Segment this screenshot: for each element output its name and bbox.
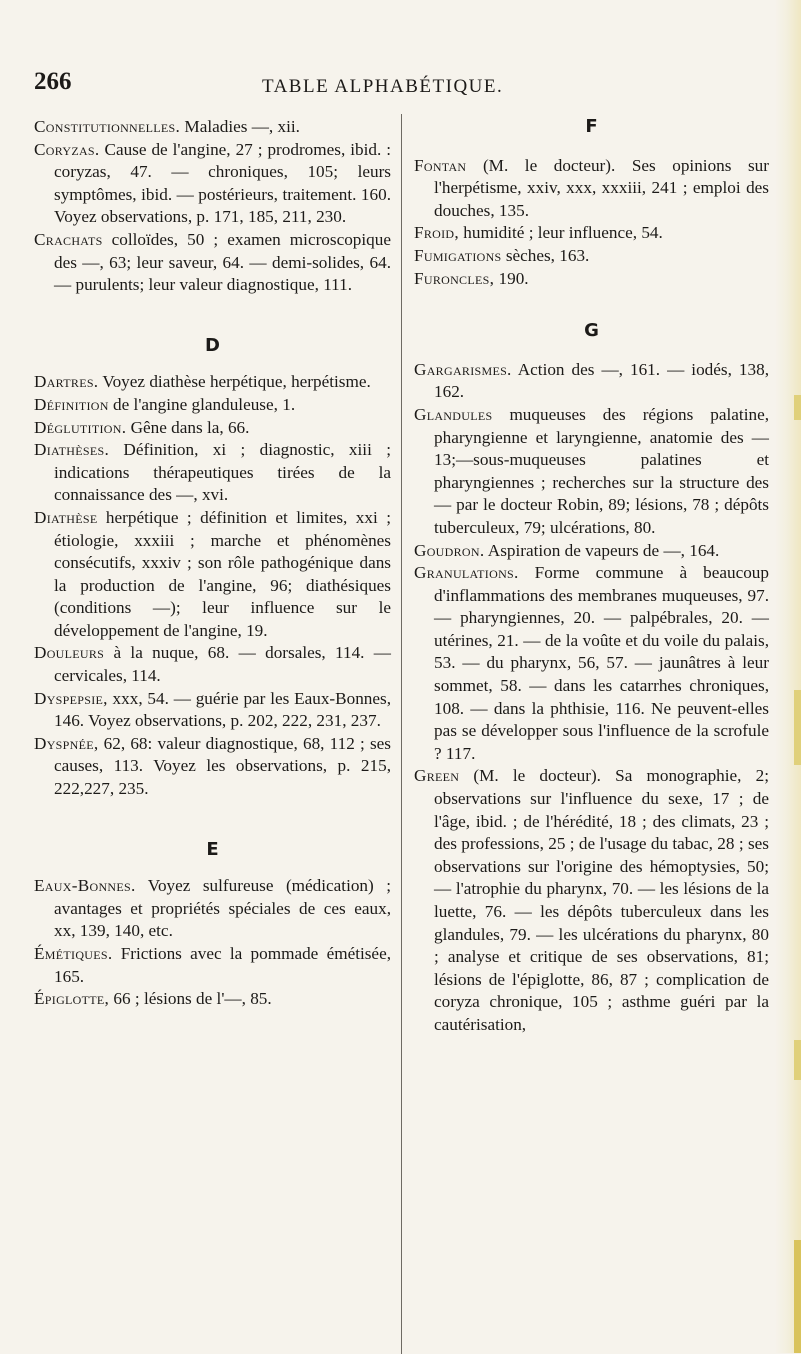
entry-text: Maladies —, xii. bbox=[180, 117, 300, 136]
entry-keyword: Émétiques. bbox=[34, 944, 113, 963]
index-entry bbox=[414, 540, 769, 563]
section-letter: E bbox=[206, 838, 219, 860]
entry-text: Voyez sulfureuse (médication) ; avantages et propriétés spéciales de ces eaux, xx, 139, 140, etc. bbox=[54, 876, 391, 941]
index-entry bbox=[414, 765, 769, 1036]
entry-keyword: Épiglotte, bbox=[34, 989, 110, 1009]
entry-text: sèches, 163. bbox=[501, 245, 590, 265]
entry-text: (M. le docteur). Sa monographie, 2; observations sur l'influence du sexe, 17 ; de l'âge, ibid. ; de l'hérédité, 18 ; des climats, 23 ; des professions, 25 ; de l'usage du tabac, 28 ; ses observations sur l'origine des hémoptysies, 50; — l'atrophie du pharynx, 70. — les lésions de la luette, 76. — les dépôts tuberculeux dans les glandules, 79. — les ulcérations du pharynx, 80 ; analyse et critique de ses observations, 81; lésions de l'épiglotte, 86, 87 ; complication de coryza chronique, 105 ; asthme guéri par la cautérisation, bbox=[434, 766, 769, 1034]
entry-keyword: Déglutition. bbox=[34, 417, 127, 437]
index-entry bbox=[34, 229, 391, 297]
index-entry bbox=[34, 642, 391, 687]
column-divider bbox=[401, 114, 402, 1354]
entry-keyword: Constitutionnelles. bbox=[34, 117, 181, 136]
index-entry bbox=[414, 155, 769, 223]
entry-keyword: Dyspnée, bbox=[34, 733, 99, 753]
index-entry bbox=[414, 359, 769, 404]
entry-keyword: Douleurs bbox=[34, 643, 105, 663]
index-entry bbox=[34, 988, 391, 1011]
entry-keyword: Granulations. bbox=[414, 563, 519, 583]
entry-text: herpétique ; définition et limites, xxi ; étiologie, xxxiii ; marche et phénomènes consécutifs, xxxiv ; son rôle pathogénique dans la production de l'angine, 96; diathésiques (conditions —); leur influence sur le développement de l'angine, 19. bbox=[54, 507, 391, 640]
index-entry bbox=[34, 116, 391, 139]
entry-text: Cause de l'angine, 27 ; prodromes, ibid. : coryzas, 47. — chroniques, 105; leurs symptômes, ibid. — postérieurs, traitement. 160. Voyez observations, p. 171, 185, 211, 230. bbox=[54, 139, 391, 227]
edge-mark bbox=[794, 1040, 801, 1080]
entry-text: xxx, 54. — guérie par les Eaux-Bonnes, 146. Voyez observations, p. 202, 222, 231, 237. bbox=[54, 688, 391, 731]
entry-keyword: Gargarismes. bbox=[414, 359, 512, 379]
page-number: 266 bbox=[34, 68, 72, 95]
index-entry bbox=[34, 439, 391, 507]
entry-text: 62, 68: valeur diagnostique, 68, 112 ; ses causes, 113. Voyez les observations, p. 215, 222,227, 235. bbox=[54, 733, 391, 799]
entry-text: colloïdes, 50 ; examen microscopique des —, 63; leur saveur, 64. — demi-solides, 64. — purulents; leur valeur diagnostique, 111. bbox=[54, 229, 391, 295]
entry-text: (M. le docteur). Ses opinions sur l'herpétisme, xxiv, xxx, xxxiii, 241 ; emploi des douches, 135. bbox=[434, 155, 769, 220]
entry-text: à la nuque, 68. — dorsales, 114. — cervicales, 114. bbox=[54, 643, 391, 686]
running-head: TABLE ALPHABÉTIQUE. bbox=[262, 76, 504, 97]
entry-keyword: Goudron. bbox=[414, 540, 485, 560]
entry-keyword: Dyspepsie, bbox=[34, 688, 108, 708]
entry-keyword: Glandules bbox=[414, 404, 493, 424]
entry-keyword: Froid, bbox=[414, 223, 459, 243]
entry-text: de l'angine glanduleuse, 1. bbox=[108, 394, 296, 414]
index-entry bbox=[34, 139, 391, 229]
index-entry bbox=[34, 875, 391, 943]
entry-text: Aspiration de vapeurs de —, 164. bbox=[484, 540, 720, 560]
page-edge bbox=[775, 0, 801, 1353]
right-column bbox=[414, 116, 769, 1037]
index-entry bbox=[34, 507, 391, 643]
section-letter: D bbox=[205, 334, 220, 356]
entry-text: Forme commune à beaucoup d'inflammations des membranes muqueuses, 97. — pharyngiennes, 20. — palpébrales, 20. — utérines, 21. — de la voûte et du voile du palais, 53. — du pharynx, 56, 57. — jaunâtres à leur sommet, 58. — dans les catarrhes chroniques, 108. — dans la phthisie, 116. Ne peuvent-elles pas se développer sous l'influence de la scrofule ? 117. bbox=[434, 563, 769, 763]
entry-text: Frictions avec la pommade émétisée, 165. bbox=[54, 944, 391, 986]
entry-text: humidité ; leur influence, 54. bbox=[459, 223, 663, 243]
entry-text: 66 ; lésions de l'—, 85. bbox=[109, 989, 272, 1009]
entry-keyword: Définition bbox=[34, 394, 109, 414]
index-entry bbox=[34, 688, 391, 733]
index-entry bbox=[414, 562, 769, 765]
index-entry bbox=[34, 733, 391, 801]
section-letter: G bbox=[584, 320, 599, 342]
entry-keyword: Diathèses. bbox=[34, 440, 110, 460]
edge-mark bbox=[794, 395, 801, 420]
entry-text: muqueuses des régions palatine, pharyngienne et laryngienne, anatomie des — 13;—sous-muqueuses palatines et pharyngiennes ; recherches sur la structure des — par le docteur Robin, 89; lésions, 78 ; dépôts tuberculeux, 79; ulcérations, 80. bbox=[434, 404, 769, 537]
entry-text: Gêne dans la, 66. bbox=[126, 417, 250, 437]
entry-keyword: Dartres. bbox=[34, 372, 99, 392]
index-entry bbox=[414, 268, 769, 291]
entry-keyword: Diathèse bbox=[34, 507, 98, 527]
entry-text: Définition, xi ; diagnostic, xiii ; indications thérapeutiques tirées de la connaissance des —, xvi. bbox=[54, 440, 391, 505]
index-entry bbox=[414, 245, 769, 268]
index-entry bbox=[414, 404, 769, 540]
index-entry bbox=[34, 943, 391, 988]
entry-text: 190. bbox=[494, 268, 529, 288]
index-entry bbox=[34, 394, 391, 417]
left-column bbox=[34, 116, 391, 1011]
entry-keyword: Fumigations bbox=[414, 245, 502, 265]
section-letter: F bbox=[585, 116, 598, 137]
edge-mark bbox=[794, 1240, 801, 1353]
index-entry bbox=[414, 222, 769, 245]
entry-keyword: Fontan bbox=[414, 155, 467, 175]
entry-keyword: Furoncles, bbox=[414, 268, 495, 288]
edge-mark bbox=[794, 690, 801, 765]
entry-keyword: Green bbox=[414, 766, 460, 786]
entry-keyword: Crachats bbox=[34, 229, 103, 249]
index-entry bbox=[34, 371, 391, 394]
entry-keyword: Eaux-Bonnes. bbox=[34, 876, 136, 896]
entry-text: Action des —, 161. — iodés, 138, 162. bbox=[434, 359, 769, 402]
entry-keyword: Coryzas. bbox=[34, 139, 100, 159]
index-entry bbox=[34, 417, 391, 440]
entry-text: Voyez diathèse herpétique, herpétisme. bbox=[98, 372, 371, 392]
